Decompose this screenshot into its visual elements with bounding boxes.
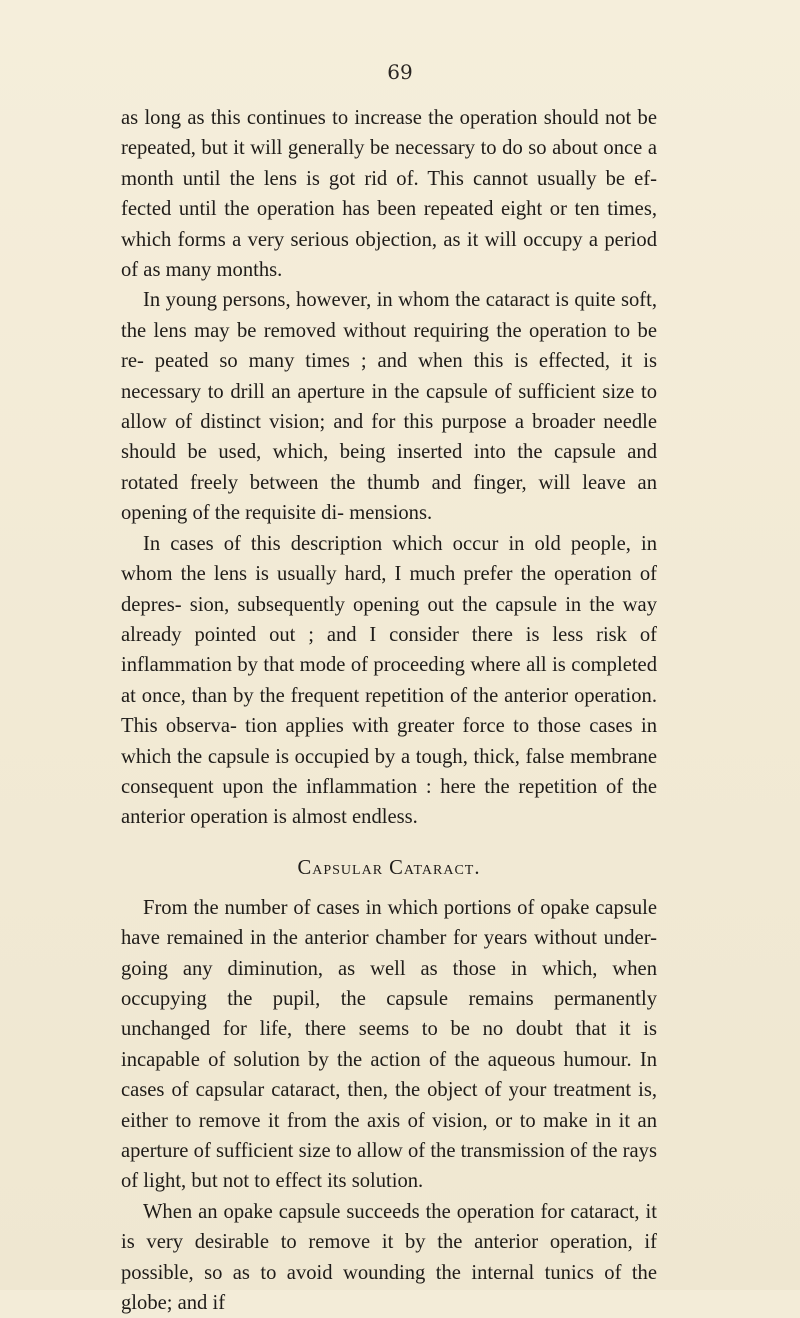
page-number: 69 xyxy=(387,60,413,84)
body-text xyxy=(121,103,657,1318)
paragraph: as long as this continues to increase the operation should not be repeated, but it will generally be necessary to do so about once a month until the lens is got rid of. This cannot usually be ef- fected until the operation has been repeated eight or ten times, which forms a very serious objection, as it will occupy a period of as many months. xyxy=(121,107,657,282)
paragraph: In cases of this description which occur in old people, in whom the lens is usually hard, I much prefer the operation of depres- sion, subsequently opening out the capsule in the way already pointed out ; and I consider there is less risk of inflammation by that mode of proceeding where all is completed at once, than by the frequent repetition of the anterior operation. This observa- tion applies with greater force to those cases in which the capsule is occupied by a tough, thick, false membrane consequent upon the inflammation : here the repetition of the anterior operation is almost endless. xyxy=(121,532,657,829)
section-heading: Capsular Cataract. xyxy=(297,856,481,879)
paragraph: When an opake capsule succeeds the operation for cataract, it is very desirable to remove it by the anterior operation, if possible, so as to avoid wounding the internal tunics of the globe; and if xyxy=(121,1200,657,1315)
paragraph: In young persons, however, in whom the cataract is quite soft, the lens may be removed without requiring the operation to be re- peated so many times ; and when this is effected, it is necessary to drill an aperture in the capsule of sufficient size to allow of distinct vision; and for this purpose a broader needle should be used, which, being inserted into the capsule and rotated freely between the thumb and finger, will leave an opening of the requisite di- mensions. xyxy=(121,289,657,525)
paragraph: From the number of cases in which portions of opake capsule have remained in the anterior chamber for years without under- going any diminution, as well as those in which, when occupying the pupil, the capsule remains permanently unchanged for life, there seems to be no doubt that it is incapable of solution by the action of the aqueous humour. In cases of capsular cataract, then, the object of your treatment is, either to remove it from the axis of vision, or to make in it an aperture of sufficient size to allow of the transmission of the rays of light, but not to effect its solution. xyxy=(121,896,657,1193)
